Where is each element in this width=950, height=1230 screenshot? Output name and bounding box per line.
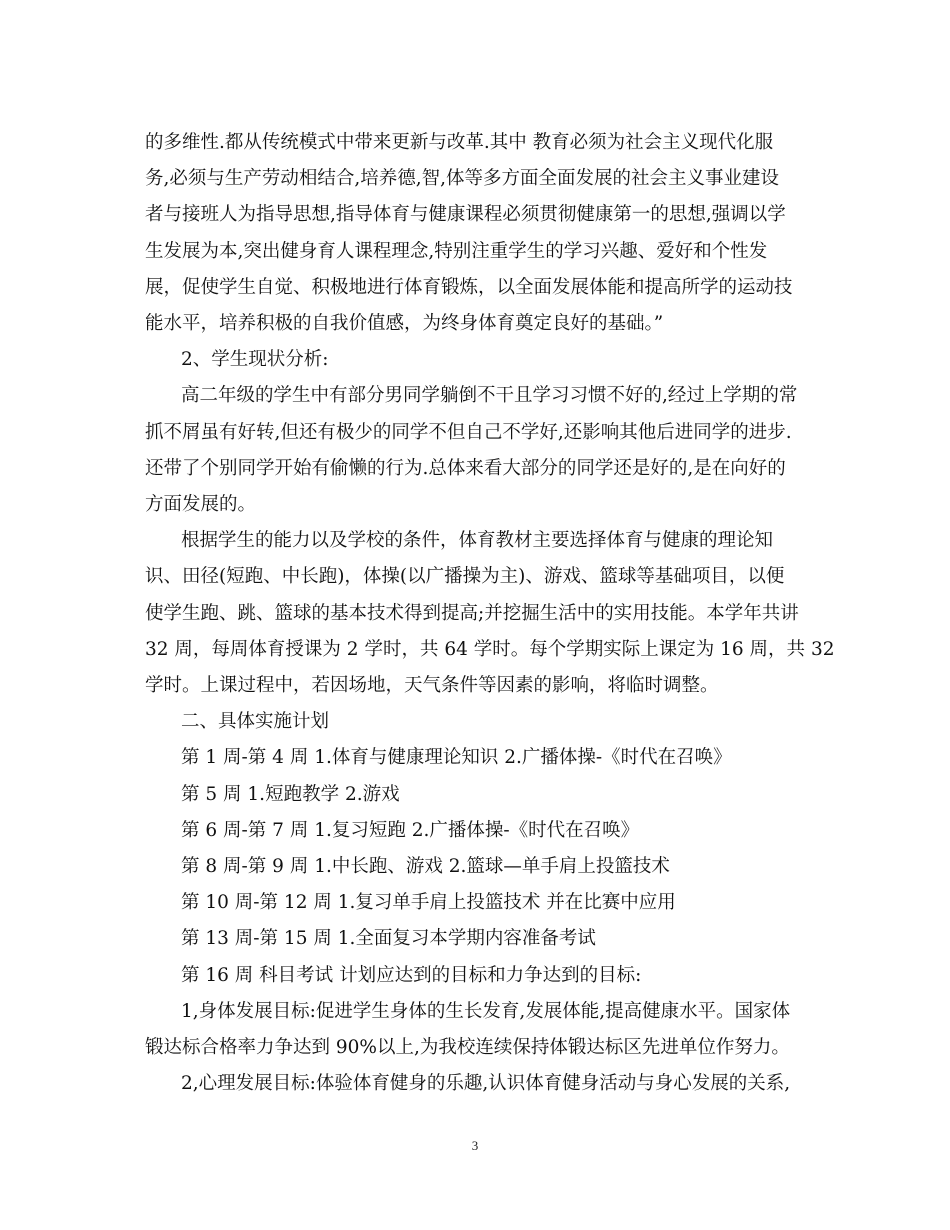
text-line: 2,心理发展目标:体验体育健身的乐趣,认识体育健身活动与身心发展的关系, [181, 1073, 791, 1095]
text-line: 还带了个别同学开始有偷懒的行为.总体来看大部分的同学还是好的,是在向好的 [145, 457, 786, 479]
text-line: 的多维性.都从传统模式中带来更新与改革.其中 教育必须为社会主义现代化服 [145, 132, 774, 153]
text-line: 第 6 周-第 7 周 1.复习短跑 2.广播体操-《时代在召唤》 [181, 819, 640, 841]
text-line: 根据学生的能力以及学校的条件，体育教材主要选择体育与健康的理论知 [181, 530, 774, 552]
text-line: 第 1 周-第 4 周 1.体育与健康理论知识 2.广播体操-《时代在召唤》 [181, 747, 732, 769]
text-line: 2、学生现状分析: [181, 349, 329, 371]
text-line: 1,身体发展目标:促进学生身体的生长发育,发展体能,提高健康水平。国家体 [181, 1000, 791, 1022]
text-line: 识、田径(短跑、中长跑)，体操(以广播操为主)、游戏、篮球等基础项目，以便 [145, 566, 785, 588]
text-line: 第 13 周-第 15 周 1.全面复习本学期内容准备考试 [181, 928, 596, 950]
text-line: 锻达标合格率力争达到 90%以上,为我校连续保持体锻达标区先进单位作努力。 [145, 1037, 790, 1059]
document-body [145, 125, 835, 1102]
text-line: 方面发展的。 [145, 494, 257, 516]
text-line: 第 16 周 科目考试 计划应达到的目标和力争达到的目标: [181, 964, 642, 986]
text-line: 务,必须与生产劳动相结合,培养德,智,体等多方面全面发展的社会主义事业建设 [145, 168, 780, 190]
text-line: 第 10 周-第 12 周 1.复习单手肩上投篮技术 并在比赛中应用 [181, 892, 676, 914]
text-line: 第 8 周-第 9 周 1.中长跑、游戏 2.篮球—单手肩上投篮技术 [181, 856, 670, 878]
text-line: 生发展为本,突出健身育人课程理念,特别注重学生的学习兴趣、爱好和个性发 [145, 240, 768, 262]
text-line: 使学生跑、跳、篮球的基本技术得到提高;并挖掘生活中的实用技能。本学年共讲 [145, 602, 799, 624]
text-line: 第 5 周 1.短跑教学 2.游戏 [181, 783, 400, 805]
page-number: 3 [471, 1138, 479, 1153]
text-line: 者与接班人为指导思想,指导体育与健康课程必须贯彻健康第一的思想,强调以学 [145, 204, 786, 226]
text-line: 抓不屑虽有好转,但还有极少的同学不但自己不学好,还影响其他后进同学的进步. [145, 421, 792, 443]
text-line: 展，促使学生自觉、积极地进行体育锻炼，以全面发展体能和提高所学的运动技 [145, 276, 793, 298]
text-line: 32 周，每周体育授课为 2 学时，共 64 学时。每个学期实际上课定为 16 周，共 32 [145, 638, 835, 660]
text-line: 学时。上课过程中，若因场地，天气条件等因素的影响，将临时调整。 [145, 675, 719, 697]
text-line: 高二年级的学生中有部分男同学躺倒不干且学习习惯不好的,经过上学期的常 [181, 385, 798, 407]
text-line: 能水平，培养积极的自我价值感，为终身体育奠定良好的基础。” [145, 313, 664, 335]
text-line: 二、具体实施计划 [181, 711, 330, 733]
